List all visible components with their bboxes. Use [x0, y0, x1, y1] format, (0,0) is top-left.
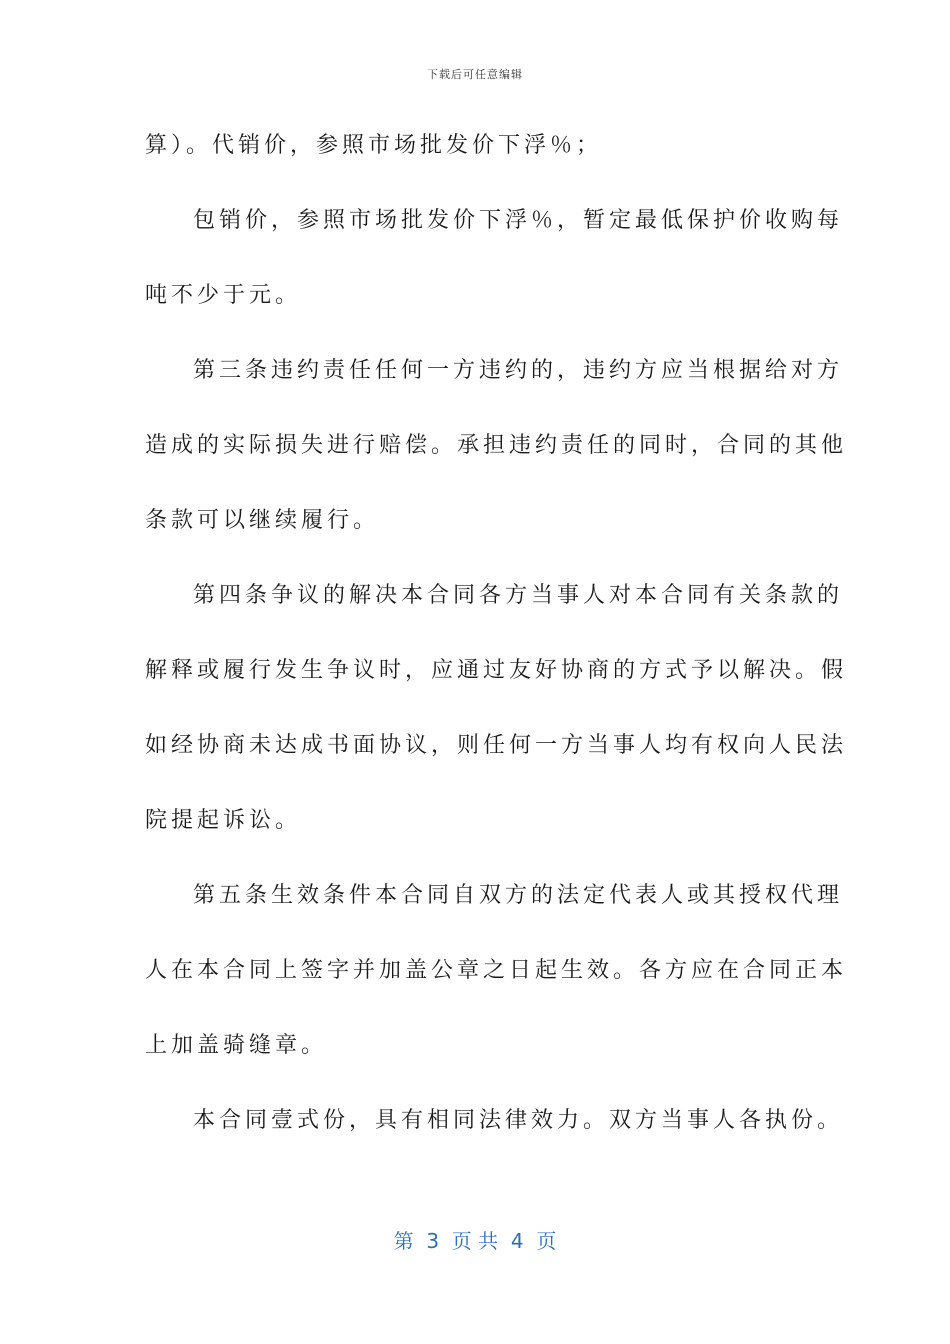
paragraph-line: 算）。代销价，参照市场批发价下浮％；	[145, 133, 603, 158]
page-number: 第 3 页 共 4 页	[393, 1229, 557, 1253]
paragraph-line: 吨不少于元。	[145, 283, 302, 308]
document-body	[145, 126, 848, 1176]
paragraph-line: 如经协商未达成书面协议，则任何一方当事人均有权向人民法	[145, 733, 848, 758]
paragraph-line: 造成的实际损失进行赔偿。承担违约责任的同时，合同的其他	[145, 433, 848, 458]
paragraph-line: 上加盖骑缝章。	[145, 1033, 328, 1058]
paragraph-line: 条款可以继续履行。	[145, 508, 380, 533]
paragraph-line: 解释或履行发生争议时，应通过友好协商的方式予以解决。假	[145, 658, 848, 683]
paragraph-line: 第三条违约责任任何一方违约的，违约方应当根据给对方	[193, 358, 844, 383]
paragraph-line: 人在本合同上签字并加盖公章之日起生效。各方应在合同正本	[145, 958, 848, 983]
paragraph-line: 包销价，参照市场批发价下浮％，暂定最低保护价收购每	[193, 208, 844, 233]
paragraph-line: 第四条争议的解决本合同各方当事人对本合同有关条款的	[193, 583, 844, 608]
header-note: 下载后可任意编辑	[427, 68, 523, 81]
paragraph-line: 第五条生效条件本合同自双方的法定代表人或其授权代理	[193, 883, 844, 908]
paragraph-line: 本合同壹式份，具有相同法律效力。双方当事人各执份。	[193, 1108, 844, 1133]
paragraph-line: 院提起诉讼。	[145, 808, 302, 833]
